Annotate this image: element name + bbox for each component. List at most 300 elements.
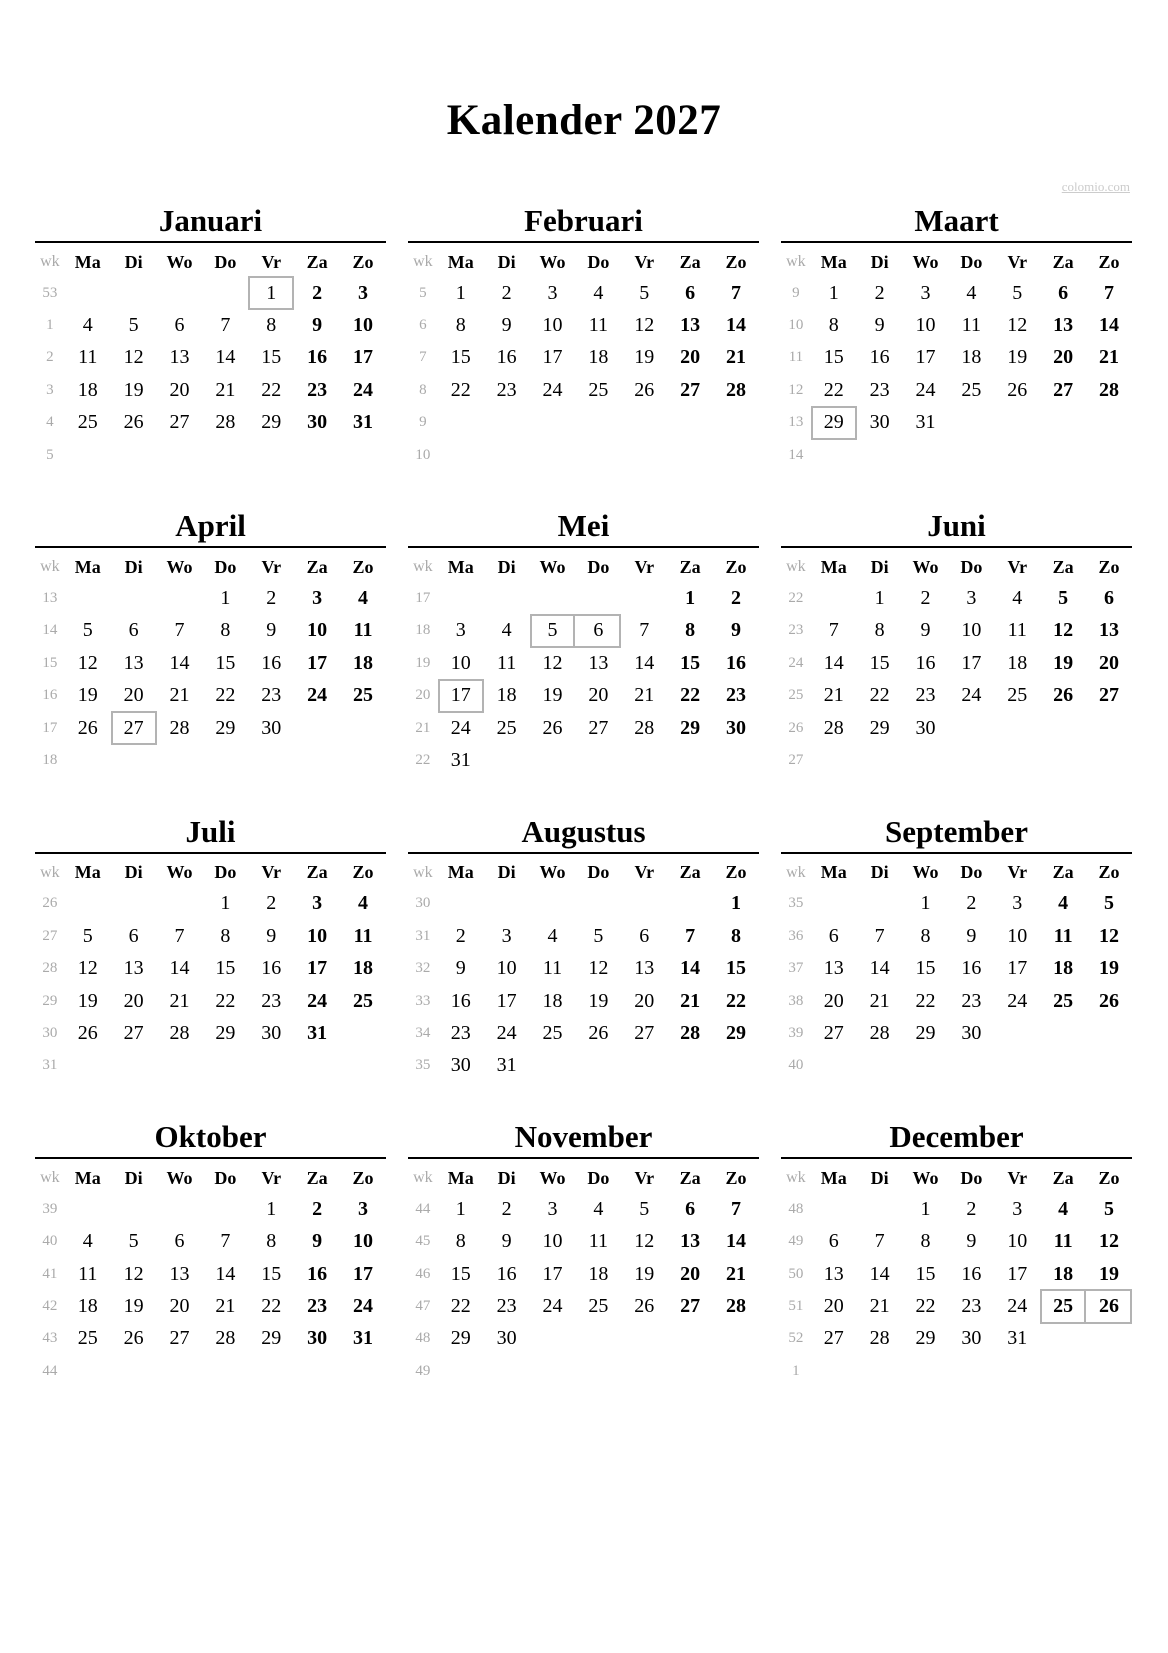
day-cell-empty — [157, 1355, 203, 1387]
week-row — [35, 1225, 386, 1257]
week-row — [781, 744, 1132, 776]
day-cell: 24 — [496, 1021, 517, 1044]
week-number: 13 — [788, 414, 804, 431]
week-number: 44 — [42, 1362, 58, 1379]
day-cell-empty — [811, 439, 857, 471]
day-cell-empty — [157, 439, 203, 471]
day-cell: 20 — [1053, 346, 1074, 369]
week-row — [781, 1323, 1132, 1355]
day-header-di: Di — [497, 1167, 516, 1188]
day-cell-empty — [667, 744, 713, 776]
day-cell: 27 — [169, 1327, 190, 1350]
week-number: 21 — [415, 719, 431, 736]
day-cell: 31 — [353, 411, 374, 434]
day-cell: 24 — [353, 378, 374, 401]
day-cell: 15 — [823, 346, 844, 369]
day-cell: 20 — [123, 989, 144, 1012]
day-cell: 29 — [915, 1327, 936, 1350]
day-cell: 27 — [680, 1294, 701, 1317]
day-cell: 24 — [307, 989, 328, 1012]
week-number: 15 — [42, 654, 58, 671]
week-column-header: wk — [786, 253, 806, 270]
week-row — [35, 1290, 386, 1322]
day-header-di: Di — [870, 556, 889, 577]
week-row — [408, 374, 759, 406]
week-row — [35, 1193, 386, 1225]
day-header-ma: Ma — [74, 1167, 101, 1188]
day-cell: 14 — [869, 1262, 890, 1285]
day-cell: 12 — [1099, 924, 1120, 947]
day-cell: 26 — [1053, 684, 1074, 707]
month-title: Februari — [408, 203, 759, 243]
day-cell: 26 — [542, 716, 563, 739]
day-cell: 27 — [634, 1021, 655, 1044]
day-cell: 4 — [358, 892, 369, 915]
day-cell-empty — [111, 1355, 157, 1387]
day-cell: 25 — [961, 378, 982, 401]
day-cell: 20 — [1099, 651, 1120, 674]
day-cell: 31 — [915, 411, 936, 434]
day-cell-empty — [811, 582, 857, 614]
week-row — [35, 712, 386, 744]
week-number: 22 — [788, 590, 804, 607]
day-cell-empty — [484, 582, 530, 614]
day-cell: 3 — [358, 281, 369, 304]
week-column-header: wk — [413, 1169, 433, 1187]
day-cell: 17 — [307, 651, 328, 674]
day-cell: 2 — [266, 892, 277, 915]
day-cell: 10 — [915, 314, 936, 337]
month-juni — [781, 508, 1132, 776]
day-cell: 26 — [588, 1021, 609, 1044]
day-cell: 14 — [726, 1230, 747, 1253]
weekday-header-row — [781, 858, 1132, 888]
day-cell: 7 — [639, 619, 650, 642]
day-header-zo: Zo — [1098, 556, 1120, 577]
day-cell-empty — [65, 439, 111, 471]
day-cell: 12 — [634, 314, 655, 337]
day-cell: 7 — [828, 619, 839, 642]
day-cell: 10 — [307, 619, 328, 642]
day-cell: 4 — [593, 281, 604, 304]
day-cell: 16 — [726, 651, 747, 674]
day-cell-empty — [438, 439, 484, 471]
month-title: December — [781, 1119, 1132, 1159]
day-header-do: Do — [587, 251, 610, 272]
day-cell: 28 — [1099, 378, 1120, 401]
day-cell: 1 — [920, 892, 931, 915]
day-cell-empty — [111, 582, 157, 614]
month-mei — [408, 508, 759, 776]
week-number: 35 — [788, 895, 804, 912]
week-row — [408, 888, 759, 920]
day-cell-empty — [713, 407, 759, 439]
weekday-header-row — [408, 552, 759, 582]
day-header-wo: Wo — [166, 556, 193, 577]
day-cell: 15 — [450, 346, 471, 369]
day-cell-empty — [65, 1355, 111, 1387]
month-augustus — [408, 814, 759, 1082]
week-number: 31 — [42, 1057, 58, 1074]
month-title: Juni — [781, 508, 1132, 548]
day-header-di: Di — [870, 251, 889, 272]
day-cell: 3 — [920, 281, 931, 304]
day-cell: 17 — [915, 346, 936, 369]
week-number: 35 — [415, 1057, 431, 1074]
day-cell: 9 — [312, 314, 323, 337]
day-header-ma: Ma — [74, 862, 101, 883]
day-cell: 25 — [353, 989, 374, 1012]
week-row — [781, 1355, 1132, 1387]
day-header-za: Za — [679, 251, 701, 272]
day-header-zo: Zo — [1098, 862, 1120, 883]
weekday-header-row — [35, 552, 386, 582]
month-table — [781, 1163, 1132, 1387]
day-cell: 12 — [77, 957, 98, 980]
day-cell-holiday: 1 — [248, 277, 294, 309]
day-cell: 8 — [828, 314, 839, 337]
day-header-zo: Zo — [725, 251, 747, 272]
day-cell: 9 — [501, 1230, 512, 1253]
day-cell: 7 — [731, 1197, 742, 1220]
day-cell-empty — [248, 744, 294, 776]
week-column-header: wk — [786, 863, 806, 881]
months-grid — [35, 203, 1133, 1387]
day-cell: 11 — [353, 619, 373, 642]
day-cell-empty — [811, 1050, 857, 1082]
week-number: 5 — [46, 446, 54, 463]
week-number: 37 — [788, 960, 804, 977]
day-cell: 4 — [82, 314, 93, 337]
day-cell-empty — [530, 888, 576, 920]
day-header-do: Do — [587, 862, 610, 883]
day-cell: 1 — [874, 587, 885, 610]
day-cell: 6 — [685, 281, 696, 304]
week-number: 34 — [415, 1024, 431, 1041]
month-title: Mei — [408, 508, 759, 548]
day-cell: 5 — [1104, 892, 1115, 915]
week-number: 14 — [788, 446, 804, 463]
day-header-di: Di — [124, 556, 143, 577]
day-cell: 6 — [174, 1230, 185, 1253]
day-cell-empty — [484, 439, 530, 471]
week-number: 23 — [788, 622, 804, 639]
day-cell-empty — [294, 712, 340, 744]
day-cell: 19 — [1099, 1262, 1120, 1285]
day-cell: 16 — [915, 651, 936, 674]
day-cell-empty — [530, 439, 576, 471]
month-table — [408, 247, 759, 471]
week-number: 9 — [419, 414, 427, 431]
week-number: 14 — [42, 622, 58, 639]
day-cell: 11 — [588, 314, 609, 337]
day-cell: 9 — [266, 619, 277, 642]
day-header-do: Do — [960, 1167, 983, 1188]
day-cell: 1 — [685, 587, 696, 610]
day-cell: 31 — [1007, 1327, 1028, 1350]
day-cell-empty — [994, 407, 1040, 439]
day-cell-empty — [667, 439, 713, 471]
day-cell: 1 — [220, 587, 231, 610]
day-cell-holiday: 25 — [1040, 1290, 1086, 1322]
day-cell: 23 — [307, 378, 328, 401]
week-number: 52 — [788, 1330, 804, 1347]
day-header-vr: Vr — [634, 556, 655, 577]
day-cell-empty — [994, 712, 1040, 744]
day-cell-empty — [994, 1017, 1040, 1049]
day-cell: 11 — [1053, 1230, 1073, 1253]
day-cell: 15 — [261, 346, 282, 369]
weekday-header-row — [408, 247, 759, 277]
day-header-wo: Wo — [166, 1167, 193, 1188]
day-cell: 27 — [823, 1327, 844, 1350]
week-row — [781, 439, 1132, 471]
day-cell-empty — [713, 439, 759, 471]
week-number: 22 — [415, 751, 431, 768]
day-cell-empty — [667, 1050, 713, 1082]
day-cell-empty — [65, 1050, 111, 1082]
day-cell: 10 — [450, 651, 471, 674]
week-number: 12 — [788, 381, 804, 398]
week-row — [408, 1355, 759, 1387]
weekday-header-row — [35, 247, 386, 277]
day-cell-empty — [340, 712, 386, 744]
day-cell: 30 — [307, 1327, 328, 1350]
month-oktober — [35, 1119, 386, 1387]
week-column-header: wk — [40, 1169, 60, 1187]
day-cell: 15 — [261, 1262, 282, 1285]
day-cell: 19 — [123, 1294, 144, 1317]
week-row — [408, 582, 759, 614]
day-cell: 24 — [542, 378, 563, 401]
day-cell: 2 — [501, 1197, 512, 1220]
day-header-vr: Vr — [634, 862, 655, 883]
day-cell-empty — [111, 744, 157, 776]
day-header-za: Za — [306, 251, 328, 272]
week-number: 40 — [788, 1057, 804, 1074]
day-cell: 20 — [680, 346, 701, 369]
day-header-zo: Zo — [1098, 251, 1120, 272]
day-header-zo: Zo — [1098, 1167, 1120, 1188]
week-number: 26 — [42, 895, 58, 912]
week-row — [408, 1050, 759, 1082]
day-header-wo: Wo — [166, 251, 193, 272]
day-cell: 23 — [961, 1294, 982, 1317]
day-header-ma: Ma — [820, 862, 847, 883]
day-cell: 22 — [915, 989, 936, 1012]
day-header-vr: Vr — [1007, 862, 1028, 883]
day-header-di: Di — [497, 556, 516, 577]
week-row — [781, 680, 1132, 712]
week-number: 1 — [792, 1362, 800, 1379]
week-row — [35, 680, 386, 712]
day-cell: 10 — [542, 314, 563, 337]
day-header-wo: Wo — [539, 862, 566, 883]
day-cell: 10 — [353, 314, 374, 337]
day-header-zo: Zo — [352, 1167, 374, 1188]
month-december — [781, 1119, 1132, 1387]
week-row — [35, 615, 386, 647]
day-cell: 11 — [353, 924, 373, 947]
day-cell-empty — [1086, 1323, 1132, 1355]
day-cell: 16 — [961, 957, 982, 980]
day-cell: 24 — [1007, 1294, 1028, 1317]
day-cell: 13 — [1053, 314, 1074, 337]
day-cell-empty — [111, 277, 157, 309]
week-row — [35, 277, 386, 309]
week-number: 27 — [788, 751, 804, 768]
week-number: 19 — [415, 654, 431, 671]
day-cell-empty — [857, 744, 903, 776]
day-cell: 8 — [266, 314, 277, 337]
day-header-za: Za — [679, 862, 701, 883]
day-cell: 26 — [123, 1327, 144, 1350]
day-cell: 19 — [634, 1262, 655, 1285]
day-cell-empty — [994, 1355, 1040, 1387]
day-cell: 30 — [261, 1021, 282, 1044]
day-cell: 4 — [1012, 587, 1023, 610]
day-cell: 22 — [261, 378, 282, 401]
day-cell-empty — [248, 1355, 294, 1387]
month-table — [408, 858, 759, 1082]
day-cell: 27 — [1099, 684, 1120, 707]
week-column-header: wk — [413, 558, 433, 576]
week-number: 44 — [415, 1200, 431, 1217]
day-cell: 22 — [680, 684, 701, 707]
day-cell: 3 — [358, 1197, 369, 1220]
week-number: 38 — [788, 992, 804, 1009]
day-cell: 1 — [220, 892, 231, 915]
week-number: 8 — [419, 381, 427, 398]
day-cell: 15 — [215, 651, 236, 674]
day-cell: 5 — [639, 1197, 650, 1220]
day-header-za: Za — [679, 1167, 701, 1188]
day-header-do: Do — [214, 556, 237, 577]
month-title: November — [408, 1119, 759, 1159]
day-header-za: Za — [1052, 251, 1074, 272]
month-maart — [781, 203, 1132, 471]
week-row — [35, 1323, 386, 1355]
day-cell: 3 — [1012, 1197, 1023, 1220]
month-table — [781, 858, 1132, 1082]
week-number: 49 — [788, 1233, 804, 1250]
week-number: 24 — [788, 654, 804, 671]
day-cell: 29 — [215, 716, 236, 739]
day-cell: 16 — [869, 346, 890, 369]
day-header-za: Za — [1052, 556, 1074, 577]
day-cell-empty — [621, 1050, 667, 1082]
day-cell-empty — [1086, 1355, 1132, 1387]
day-cell: 18 — [77, 1294, 98, 1317]
day-cell: 2 — [501, 281, 512, 304]
day-cell: 21 — [680, 989, 701, 1012]
day-cell: 25 — [353, 684, 374, 707]
day-cell: 10 — [961, 619, 982, 642]
day-cell: 10 — [353, 1230, 374, 1253]
day-header-vr: Vr — [261, 1167, 282, 1188]
day-cell: 21 — [215, 378, 236, 401]
day-header-do: Do — [214, 251, 237, 272]
day-cell: 15 — [215, 957, 236, 980]
day-cell-empty — [575, 1050, 621, 1082]
month-title: Juli — [35, 814, 386, 854]
day-cell-empty — [948, 439, 994, 471]
day-cell-empty — [994, 1050, 1040, 1082]
day-cell-empty — [621, 1355, 667, 1387]
day-cell-empty — [530, 1050, 576, 1082]
day-cell-empty — [1040, 712, 1086, 744]
day-cell: 7 — [220, 314, 231, 337]
day-cell: 22 — [726, 989, 747, 1012]
day-cell: 21 — [869, 989, 890, 1012]
day-header-ma: Ma — [74, 556, 101, 577]
day-cell-holiday: 27 — [111, 712, 157, 744]
day-cell: 14 — [169, 651, 190, 674]
weekday-header-row — [35, 1163, 386, 1193]
day-cell-empty — [948, 1355, 994, 1387]
day-cell-holiday: 17 — [438, 680, 484, 712]
day-cell: 21 — [823, 684, 844, 707]
day-cell: 8 — [731, 924, 742, 947]
day-cell: 6 — [639, 924, 650, 947]
day-cell: 25 — [588, 1294, 609, 1317]
day-cell-empty — [811, 744, 857, 776]
day-cell-empty — [157, 277, 203, 309]
day-cell-empty — [857, 439, 903, 471]
week-number: 32 — [415, 960, 431, 977]
day-cell: 29 — [261, 411, 282, 434]
day-header-do: Do — [214, 862, 237, 883]
day-cell: 11 — [1007, 619, 1027, 642]
day-cell-empty — [530, 1355, 576, 1387]
day-cell: 14 — [634, 651, 655, 674]
day-cell: 29 — [680, 716, 701, 739]
week-row — [781, 1017, 1132, 1049]
day-cell-empty — [1040, 1323, 1086, 1355]
day-cell: 31 — [496, 1054, 517, 1077]
day-header-vr: Vr — [634, 251, 655, 272]
day-cell: 6 — [1058, 281, 1069, 304]
day-header-di: Di — [124, 251, 143, 272]
day-cell: 14 — [215, 1262, 236, 1285]
day-cell-empty — [1040, 439, 1086, 471]
day-cell: 10 — [496, 957, 517, 980]
day-header-ma: Ma — [820, 251, 847, 272]
day-cell: 29 — [915, 1021, 936, 1044]
day-header-ma: Ma — [820, 556, 847, 577]
week-row — [781, 920, 1132, 952]
day-cell: 14 — [869, 957, 890, 980]
month-juli — [35, 814, 386, 1082]
day-cell: 7 — [1104, 281, 1115, 304]
day-cell: 17 — [961, 651, 982, 674]
day-cell: 3 — [547, 1197, 558, 1220]
day-cell: 15 — [915, 1262, 936, 1285]
week-row — [35, 374, 386, 406]
day-cell-empty — [575, 888, 621, 920]
day-cell: 11 — [497, 651, 517, 674]
day-cell-empty — [621, 1323, 667, 1355]
week-number: 17 — [42, 719, 58, 736]
day-cell: 9 — [312, 1230, 323, 1253]
day-cell-empty — [438, 888, 484, 920]
day-cell-empty — [575, 1355, 621, 1387]
watermark-link[interactable]: colomio.com — [1061, 179, 1130, 194]
day-cell-empty — [157, 1193, 203, 1225]
day-header-vr: Vr — [1007, 251, 1028, 272]
day-cell-empty — [202, 1355, 248, 1387]
day-cell: 27 — [823, 1021, 844, 1044]
